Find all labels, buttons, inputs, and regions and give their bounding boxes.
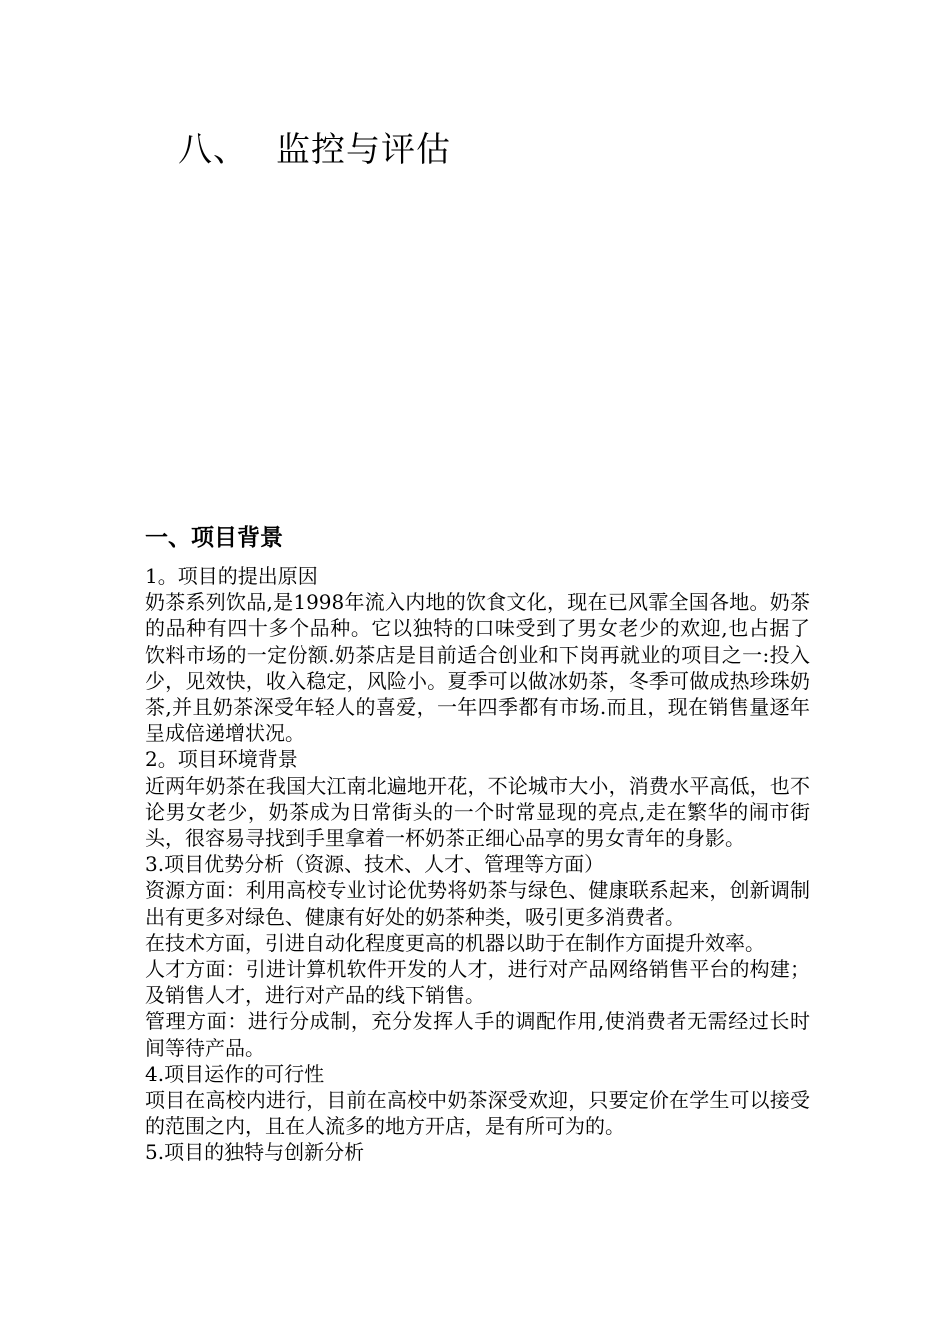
toc-entry (178, 128, 451, 172)
paragraph-talent: 人才方面：引进计算机软件开发的人才，进行对产品网络销售平台的构建；及销售人才，进行对产品的线下销售。 (145, 957, 810, 1008)
body-text (145, 563, 810, 1166)
paragraph-resources: 资源方面：利用高校专业讨论优势将奶茶与绿色、健康联系起来，创新调制出有更多对绿色、健康有好处的奶茶种类，吸引更多消费者。 (145, 878, 810, 929)
paragraph-technology: 在技术方面，引进自动化程度更高的机器以助于在制作方面提升效率。 (145, 930, 765, 955)
section-heading: 一、项目背景 (145, 525, 283, 551)
paragraph-reason: 奶茶系列饮品,是1998年流入内地的饮食文化，现在已风霏全国各地。奶茶的品种有四十多个品种。它以独特的口味受到了男女老少的欢迎,也占据了饮料市场的一定份额.奶茶店是目前适合创业和下岗再就业的项目之一:投入少，见效快，收入稳定，风险小。夏季可以做冰奶茶，冬季可做成热珍珠奶茶,并且奶茶深受年轻人的喜爱，一年四季都有市场.而且，现在销售量逐年呈成倍递增状况。 (145, 590, 810, 746)
subheading-innovation: 5.项目的独特与创新分析 (145, 1140, 365, 1165)
subheading-feasibility: 4.项目运作的可行性 (145, 1061, 325, 1086)
subheading-environment: 2。项目环境背景 (145, 747, 298, 772)
toc-entry-title: 监控与评估 (276, 130, 451, 170)
paragraph-environment: 近两年奶茶在我国大江南北遍地开花，不论城市大小，消费水平高低，也不论男女老少，奶茶成为日常街头的一个时常显现的亮点,走在繁华的闹市街头，很容易寻找到手里拿着一杯奶茶正细心品享的男女青年的身影。 (145, 773, 810, 851)
subheading-advantages: 3.项目优势分析（资源、技术、人才、管理等方面） (145, 852, 605, 877)
toc-entry-number: 八、 (178, 130, 248, 170)
subheading-reason: 1。项目的提出原因 (145, 564, 318, 588)
paragraph-management: 管理方面：进行分成制，充分发挥人手的调配作用,使消费者无需经过长时间等待产品。 (145, 1009, 810, 1060)
paragraph-feasibility: 项目在高校内进行，目前在高校中奶茶深受欢迎，只要定价在学生可以接受的范围之内，且在人流多的地方开店，是有所可为的。 (145, 1088, 810, 1139)
